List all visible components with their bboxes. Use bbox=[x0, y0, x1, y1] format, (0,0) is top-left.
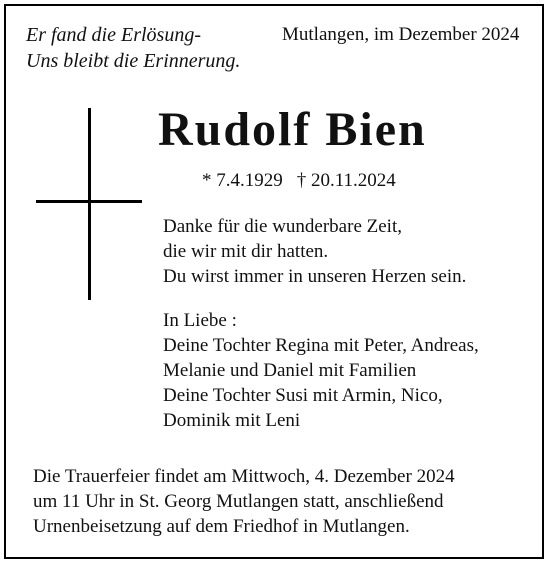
funeral-line: Urnenbeisetzung auf dem Friedhof in Mutlangen. bbox=[33, 516, 410, 537]
death-date: † 20.11.2024 bbox=[296, 170, 396, 191]
mourners-line: In Liebe : bbox=[163, 310, 237, 331]
cross-icon-bar bbox=[36, 200, 142, 203]
funeral-notice bbox=[33, 464, 455, 539]
motto-line: Er fand die Erlösung- bbox=[26, 24, 201, 46]
funeral-line: um 11 Uhr in St. Georg Mutlangen statt, anschließend bbox=[33, 491, 444, 512]
deceased-name: Rudolf Bien bbox=[158, 103, 427, 156]
motto bbox=[26, 22, 240, 74]
motto-line: Uns bleibt die Erinnerung. bbox=[26, 50, 241, 72]
life-dates bbox=[202, 168, 396, 194]
funeral-line: Die Trauerfeier findet am Mittwoch, 4. Dezember 2024 bbox=[33, 466, 455, 487]
birth-date: * 7.4.1929 bbox=[202, 170, 283, 191]
verse-line: Du wirst immer in unseren Herzen sein. bbox=[163, 266, 467, 287]
mourners-line: Deine Tochter Regina mit Peter, Andreas, bbox=[163, 335, 479, 356]
mourners-list bbox=[163, 308, 479, 433]
mourners-line: Deine Tochter Susi mit Armin, Nico, bbox=[163, 385, 443, 406]
place-date: Mutlangen, im Dezember 2024 bbox=[282, 24, 520, 45]
mourners-line: Melanie und Daniel mit Familien bbox=[163, 360, 417, 381]
verse-line: die wir mit dir hatten. bbox=[163, 241, 329, 262]
cross-icon bbox=[88, 108, 91, 300]
verse-line: Danke für die wunderbare Zeit, bbox=[163, 216, 402, 237]
mourners-line: Dominik mit Leni bbox=[163, 410, 301, 431]
memorial-verse bbox=[163, 214, 466, 289]
